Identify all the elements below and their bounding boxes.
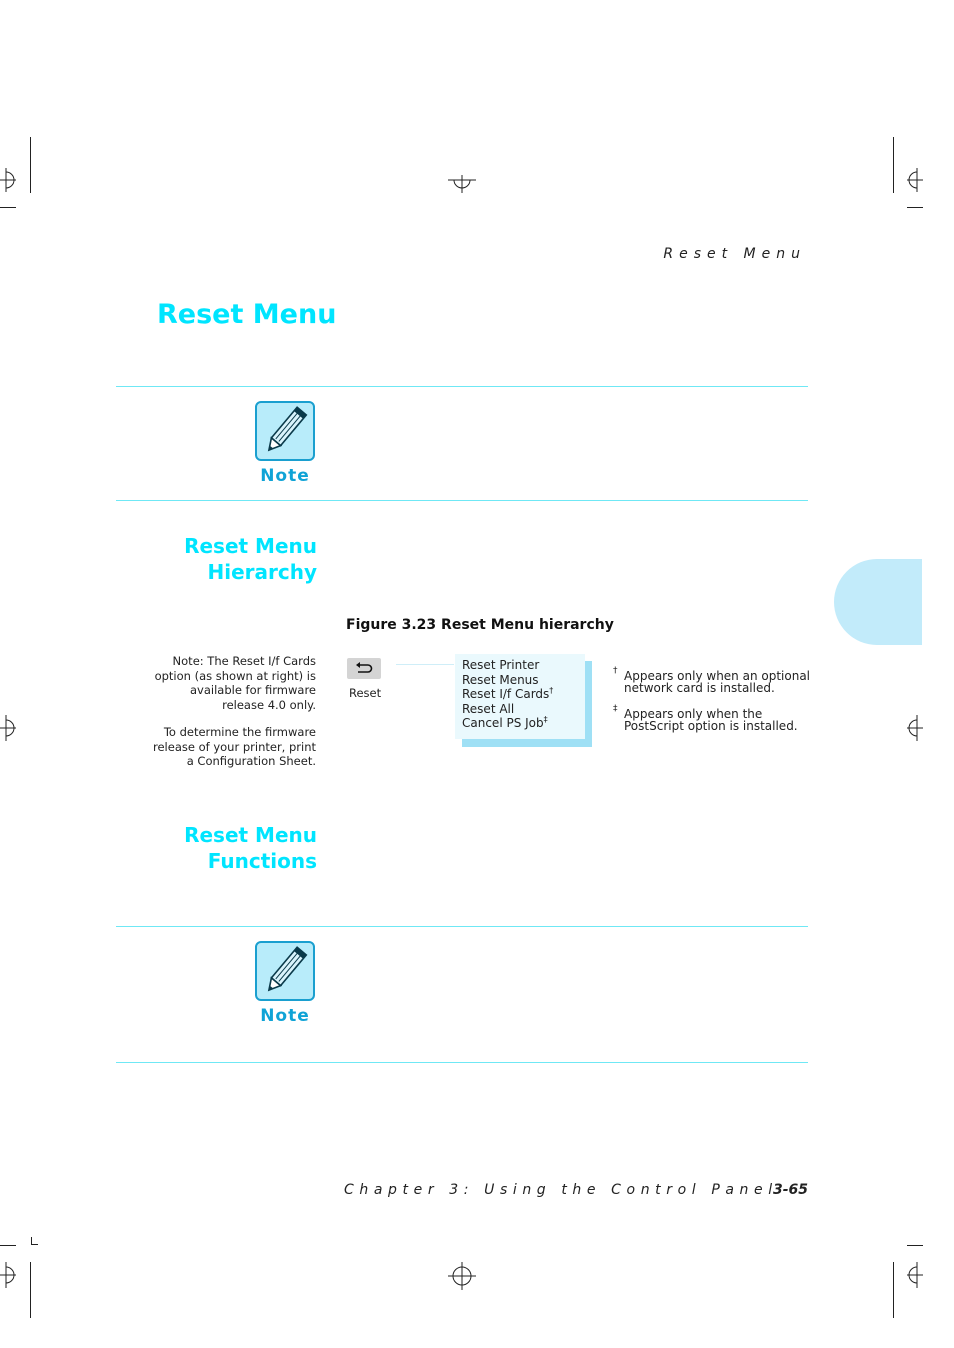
pencil-icon xyxy=(255,401,315,461)
footnote-marker: ‡ xyxy=(543,715,548,724)
side-note: Note: The Reset I/f Cards option (as shown at right) is available for firmware release 4.0 only. xyxy=(154,654,316,712)
running-header: Reset Menu xyxy=(663,246,806,262)
figure-caption: Figure 3.23 Reset Menu hierarchy xyxy=(346,617,614,633)
footnote-marker: † xyxy=(613,666,618,676)
return-arrow-icon xyxy=(347,658,381,679)
crop-mark xyxy=(893,137,894,193)
crop-mark xyxy=(31,1244,38,1245)
crop-mark xyxy=(0,1245,16,1246)
section-heading-line: Reset Menu xyxy=(184,823,317,847)
note-label: Note xyxy=(260,466,310,486)
page-number: 3-65 xyxy=(772,1182,808,1198)
registration-mark-icon xyxy=(0,168,18,192)
footnote-marker: ‡ xyxy=(613,704,618,714)
menu-list xyxy=(462,658,553,731)
registration-mark-icon xyxy=(0,715,18,741)
pencil-icon xyxy=(255,941,315,1001)
registration-mark-icon xyxy=(905,1262,923,1288)
section-heading-functions xyxy=(184,822,317,874)
menu-item: Reset I/f Cards† xyxy=(462,686,554,701)
note-label: Note xyxy=(260,1006,310,1026)
registration-mark-icon xyxy=(905,715,923,741)
divider-rule xyxy=(116,500,808,501)
chapter-tab xyxy=(834,559,922,645)
menu-item: Cancel PS Job‡ xyxy=(462,715,548,730)
menu-item: Reset Menus xyxy=(462,672,539,687)
crop-mark xyxy=(893,1262,894,1318)
crop-mark xyxy=(30,1262,31,1318)
section-heading-hierarchy xyxy=(184,533,317,585)
footer-chapter: Chapter 3: Using the Control Panel xyxy=(344,1182,778,1198)
reset-key xyxy=(347,658,381,679)
registration-mark-icon xyxy=(0,1262,18,1288)
menu-item: Reset Printer xyxy=(462,658,540,672)
registration-mark-icon xyxy=(905,168,923,192)
registration-mark-icon xyxy=(448,1262,476,1290)
reset-key-label: Reset xyxy=(349,686,382,700)
crop-mark xyxy=(907,207,923,208)
crop-mark xyxy=(907,1245,923,1246)
divider-rule xyxy=(116,1062,808,1063)
page-title: Reset Menu xyxy=(157,299,337,330)
connector-line xyxy=(396,664,454,665)
section-heading-line: Reset Menu xyxy=(184,534,317,558)
side-note: To determine the firmware release of your printer, print a Configuration Sheet. xyxy=(153,725,316,768)
divider-rule xyxy=(116,926,808,927)
footnote-marker: † xyxy=(549,686,554,695)
section-heading-line: Functions xyxy=(207,849,317,873)
menu-item: Reset All xyxy=(462,701,515,716)
footnote-text: Appears only when the PostScript option is installed. xyxy=(624,707,798,733)
crop-mark xyxy=(0,207,16,208)
section-heading-line: Hierarchy xyxy=(207,560,317,584)
divider-rule xyxy=(116,386,808,387)
footnote-text: Appears only when an optional network card is installed. xyxy=(624,669,811,695)
crop-mark xyxy=(30,137,31,193)
registration-mark-icon xyxy=(448,175,476,193)
